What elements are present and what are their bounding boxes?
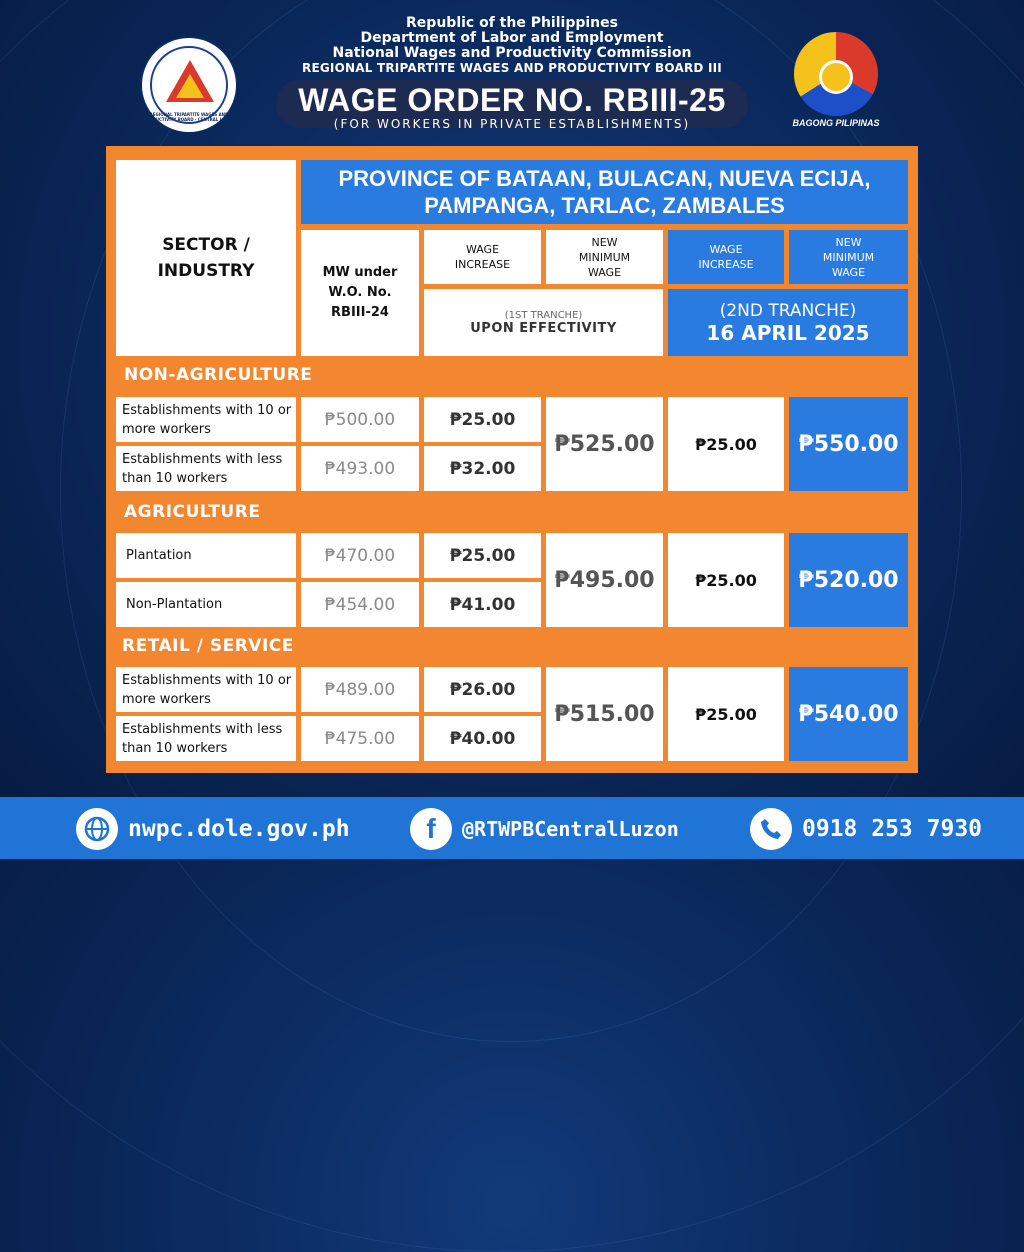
row-label: Plantation [116, 533, 296, 578]
rtwpb-logo-text: REGIONAL TRIPARTITE WAGES AND PRODUCTIVITY BOARD · CENTRAL LUZON [142, 112, 236, 122]
row-mw: ₱454.00 [301, 582, 419, 627]
mw-header: MW under W.O. No. RBIII-24 [301, 230, 419, 356]
tranche-2-label: (2ND TRANCHE) [719, 300, 857, 321]
rtwpb-logo [140, 36, 238, 134]
wage-increase-2: ₱25.00 [668, 667, 784, 761]
website-link[interactable] [76, 807, 350, 851]
board-line: REGIONAL TRIPARTITE WAGES AND PRODUCTIVITY BOARD III [302, 61, 722, 75]
row-increase: ₱25.00 [424, 397, 541, 442]
row-mw: ₱470.00 [301, 533, 419, 578]
phone-icon [750, 808, 792, 850]
sector-header: SECTOR / INDUSTRY [116, 160, 296, 356]
website-text: nwpc.dole.gov.ph [128, 816, 350, 842]
row-increase: ₱41.00 [424, 582, 541, 627]
row-mw: ₱489.00 [301, 667, 419, 712]
wage-increase-2: ₱25.00 [668, 397, 784, 491]
new-minimum-wage-header-2: NEW MINIMUM WAGE [789, 230, 908, 284]
phone-text: 0918 253 7930 [802, 816, 983, 842]
row-label: Establishments with less than 10 workers [116, 716, 296, 761]
tranche-2-header [668, 289, 908, 356]
section-title: AGRICULTURE [124, 502, 261, 522]
new-minimum-wage-1: ₱495.00 [546, 533, 663, 627]
phone-link[interactable] [750, 807, 982, 851]
bagong-pilipinas-caption: BAGONG PILIPINAS [792, 118, 880, 128]
new-minimum-wage-1: ₱525.00 [546, 397, 663, 491]
tranche-1-date: UPON EFFECTIVITY [470, 320, 617, 336]
wage-order-title [276, 80, 748, 131]
row-increase: ₱26.00 [424, 667, 541, 712]
section-title: RETAIL / SERVICE [122, 636, 294, 656]
row-increase: ₱25.00 [424, 533, 541, 578]
new-minimum-wage-2: ₱540.00 [789, 667, 908, 761]
row-mw: ₱475.00 [301, 716, 419, 761]
republic-line: Republic of the Philippines [406, 15, 618, 31]
row-mw: ₱493.00 [301, 446, 419, 491]
row-label: Establishments with less than 10 workers [116, 446, 296, 491]
page-title: WAGE ORDER NO. RBIII-25 [298, 82, 726, 118]
new-minimum-wage-header-1: NEW MINIMUM WAGE [546, 230, 663, 284]
tranche-1-label: (1ST TRANCHE) [504, 309, 583, 321]
wage-increase-2: ₱25.00 [668, 533, 784, 627]
globe-icon [76, 808, 118, 850]
footer [0, 797, 1024, 859]
wage-increase-header-1: WAGE INCREASE [424, 230, 541, 284]
tranche-2-date: 16 APRIL 2025 [706, 320, 870, 345]
page-subtitle: (FOR WORKERS IN PRIVATE ESTABLISHMENTS) [333, 117, 691, 131]
row-mw: ₱500.00 [301, 397, 419, 442]
wage-increase-header-2: WAGE INCREASE [668, 230, 784, 284]
new-minimum-wage-2: ₱550.00 [789, 397, 908, 491]
facebook-icon: f [410, 808, 452, 850]
tranche-1-header [424, 289, 663, 356]
row-increase: ₱40.00 [424, 716, 541, 761]
row-label: Establishments with 10 or more workers [116, 397, 296, 442]
dole-line: Department of Labor and Employment [360, 30, 664, 46]
province-header: PROVINCE OF BATAAN, BULACAN, NUEVA ECIJA, PAMPANGA, TARLAC, ZAMBALES [301, 160, 908, 224]
row-increase: ₱32.00 [424, 446, 541, 491]
facebook-link[interactable] [410, 807, 679, 851]
nwpc-line: National Wages and Productivity Commission [332, 45, 692, 61]
row-label: Establishments with 10 or more workers [116, 667, 296, 712]
facebook-text: @RTWPBCentralLuzon [462, 817, 679, 841]
new-minimum-wage-2: ₱520.00 [789, 533, 908, 627]
new-minimum-wage-1: ₱515.00 [546, 667, 663, 761]
bagong-pilipinas-logo [790, 32, 882, 132]
wage-table [106, 146, 918, 773]
section-title: NON-AGRICULTURE [124, 365, 313, 385]
row-label: Non-Plantation [116, 582, 296, 627]
